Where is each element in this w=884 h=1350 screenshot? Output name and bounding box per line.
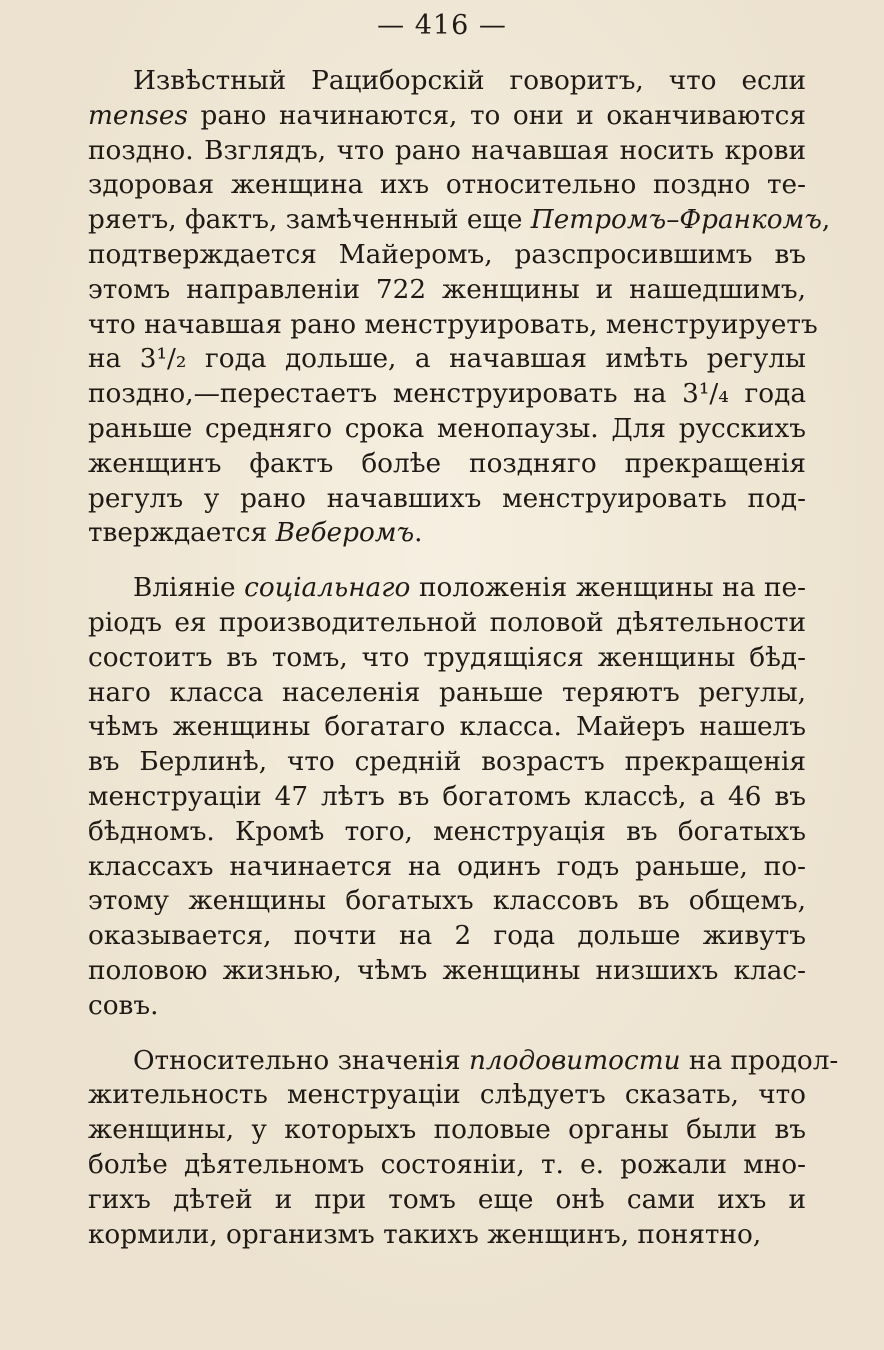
text-line [88,676,806,711]
text-line [88,1113,806,1148]
text-segment: въ Берлинѣ, что средній возрастъ прекращенія [88,747,806,778]
paragraph [88,1044,839,1253]
text-line [88,815,806,850]
italic-term: Веберомъ [275,518,415,549]
text-line [88,1218,806,1253]
text-segment: на продол- [680,1045,839,1076]
text-line [88,99,806,134]
text-line [88,571,806,606]
text-line [88,989,806,1024]
text-line [88,919,806,954]
text-segment: болѣе дѣятельномъ состояніи, т. е. рожали мно- [88,1149,806,1180]
text-line [88,1078,806,1113]
text-line [88,954,806,989]
text-segment: Извѣстный Рациборскій говоритъ, что если [133,66,806,96]
text-segment: положенія женщины на пе- [410,573,806,604]
text-segment: оказывается, почти на 2 года дольше живутъ [88,921,806,952]
paragraph [88,64,831,551]
text-line [88,516,806,551]
text-segment: половою жизнью, чѣмъ женщины низшихъ клас- [88,955,806,986]
text-line [88,641,806,676]
text-segment: совъ. [88,990,159,1021]
text-segment: бѣдномъ. Кромѣ того, менструація въ богатыхъ [88,816,806,847]
text-line [88,745,806,780]
text-segment: менструаціи 47 лѣтъ въ богатомъ классѣ, а 46 въ [88,781,806,812]
text-segment: гихъ дѣтей и при томъ еще онѣ сами ихъ и [88,1184,806,1215]
text-segment: подтверждается Майеромъ, разспросившимъ въ [88,239,806,270]
text-segment: чѣмъ женщины богатаго класса. Майеръ нашелъ [88,712,806,743]
page-number: — 416 — [377,10,507,41]
text-line [88,238,806,273]
text-segment: поздно,—перестаетъ менструировать на 3¹/₄ года [88,379,806,410]
text-segment: здоровая женщина ихъ относительно поздно те- [88,170,806,201]
text-segment: кормили, организмъ такихъ женщинъ, понятно, [88,1219,762,1250]
italic-term: плодовитости [468,1045,681,1076]
text-segment: . [414,518,423,549]
text-segment: жительность менструаціи слѣдуетъ сказать, что [88,1080,806,1111]
text-segment: раньше средняго срока менопаузы. Для русскихъ [88,413,806,444]
text-line [88,412,806,447]
text-line [88,377,806,412]
text-line [88,482,806,517]
text-segment: ріодъ ея производительной половой дѣятельности [88,607,806,638]
text-line [88,168,806,203]
text-segment: наго класса населенія раньше теряютъ регулы, [88,677,806,708]
text-segment: на 3¹/₂ года дольше, а начавшая имѣть регулы [88,344,806,375]
text-line [88,308,818,343]
text-line [88,273,806,308]
text-segment: поздно. Взглядъ, что рано начавшая носить крови [88,135,806,166]
italic-term: menses [88,100,188,131]
text-segment: регулъ у рано начавшихъ менструировать под- [88,483,806,514]
text-line [88,203,831,238]
text-segment: этому женщины богатыхъ классовъ въ общемъ, [88,886,806,917]
text-line [88,134,806,169]
text-segment: этомъ направленіи 722 женщины и нашедшимъ, [88,274,806,305]
text-line [88,710,806,745]
text-line [88,884,806,919]
text-line [88,1044,839,1079]
text-segment: рано начинаются, то они и оканчиваются [188,100,806,131]
text-segment: классахъ начинается на одинъ годъ раньше, по- [88,851,806,882]
text-segment: состоитъ въ томъ, что трудящіяся женщины бѣд- [88,642,806,673]
paragraph-gap [88,1024,806,1044]
text-line [88,447,806,482]
text-line [88,780,806,815]
italic-term: соціальнаго [244,573,411,604]
text-line [88,342,806,377]
text-segment: что начавшая рано менструировать, менструируетъ [88,309,818,340]
paragraph [88,571,806,1023]
text-line [88,850,806,885]
text-line [88,1148,806,1183]
body-text [88,64,839,1252]
text-segment: , [821,205,831,236]
text-line [88,606,806,641]
text-segment: Вліяніе [133,573,245,604]
text-line [88,1183,806,1218]
paragraph-gap [88,551,806,571]
text-segment: ряетъ, фактъ, замѣченный еще [88,205,531,236]
text-segment: тверждается [88,518,276,549]
text-segment: женщины, у которыхъ половые органы были въ [88,1115,806,1146]
text-line [88,64,806,99]
italic-term: Петромъ–Франкомъ [530,205,822,236]
text-segment: Относительно значенія [133,1045,469,1076]
text-segment: женщинъ фактъ болѣе поздняго прекращенія [88,448,806,479]
